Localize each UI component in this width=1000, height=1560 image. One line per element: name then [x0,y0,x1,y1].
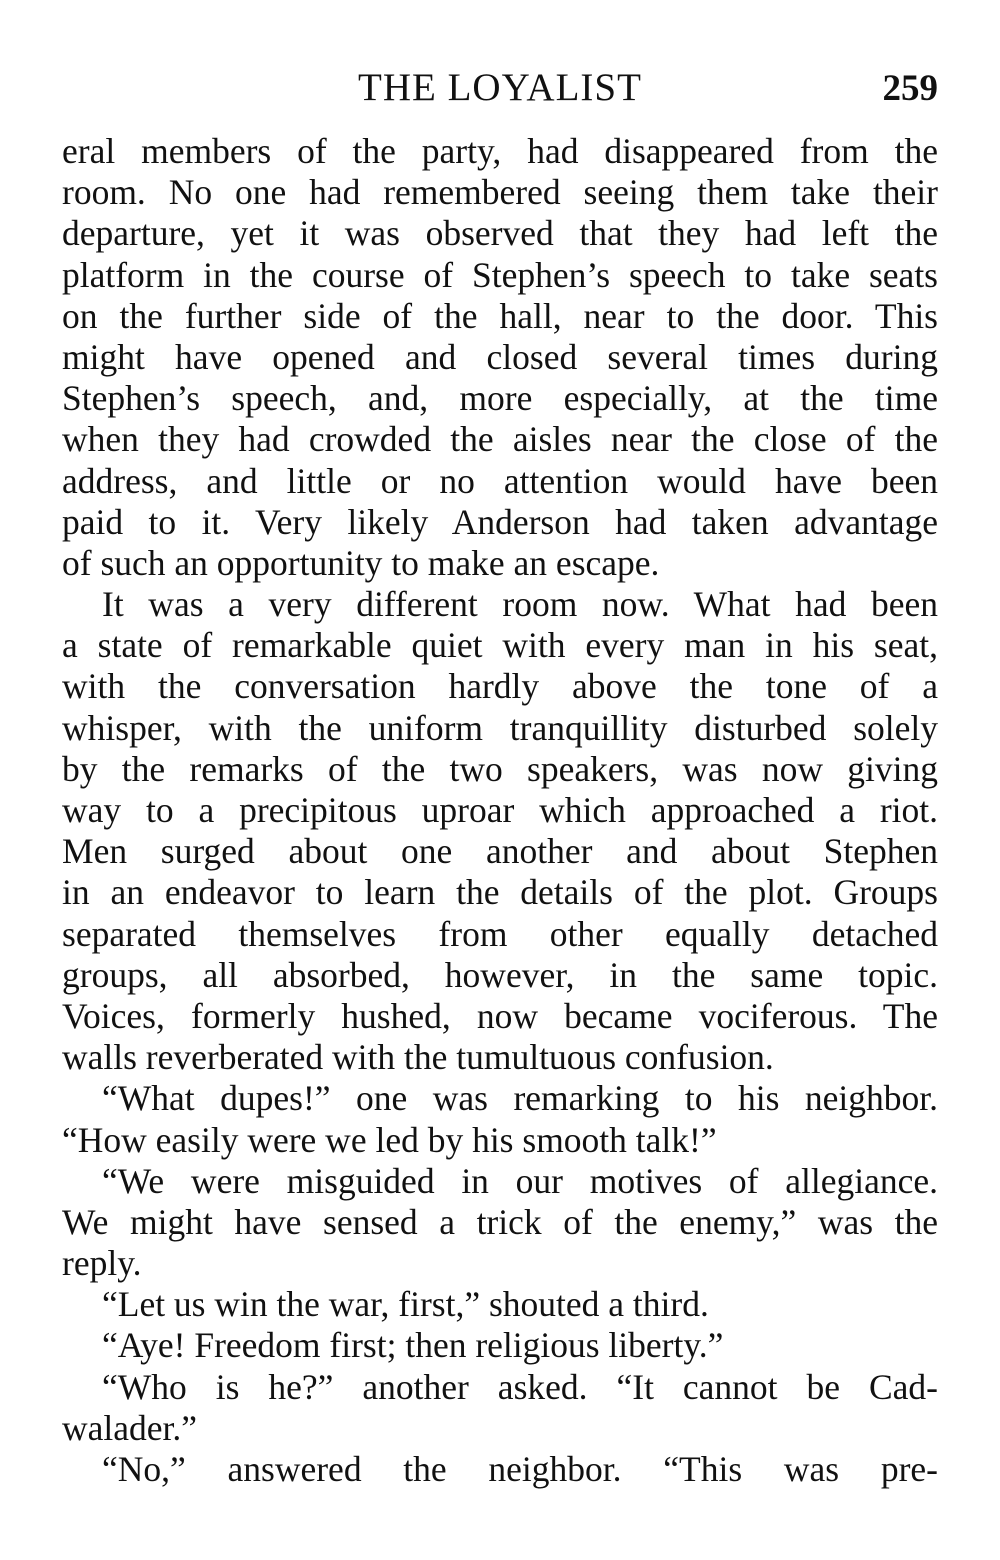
text-line: “Aye! Freedom first; then religious liberty.” [102,1325,724,1366]
text-line: on the further side of the hall, near to the door. This [62,295,938,336]
body-text [62,131,938,1490]
text-line: It was a very different room now. What had been [102,584,938,625]
text-line: in an endeavor to learn the details of the plot. Groups [62,872,938,913]
running-title: THE LOYALIST [358,66,642,109]
text-line: room. No one had remembered seeing them take their [62,172,938,213]
text-line: paid to it. Very likely Anderson had taken advantage [62,501,938,542]
text-line: a state of remarkable quiet with every man in his seat, [62,625,938,666]
text-line: groups, all absorbed, however, in the same topic. [62,954,938,995]
text-line: walls reverberated with the tumultuous confusion. [62,1037,774,1078]
text-line: platform in the course of Stephen’s speech to take seats [62,254,938,295]
text-line: “We were misguided in our motives of allegiance. [102,1160,938,1201]
text-line: Stephen’s speech, and, more especially, at the time [62,378,938,419]
text-line: separated themselves from other equally detached [62,913,938,954]
text-line: We might have sensed a trick of the enemy,” was the [62,1201,938,1242]
text-line: Voices, formerly hushed, now became vociferous. The [62,995,938,1036]
text-line: reply. [62,1243,142,1284]
text-line: walader.” [62,1407,198,1448]
text-line: might have opened and closed several times during [62,336,938,377]
text-line: “Let us win the war, first,” shouted a third. [102,1284,709,1325]
page-number: 259 [882,68,938,109]
text-line: “No,” answered the neighbor. “This was pre- [102,1449,938,1489]
text-line: “What dupes!” one was remarking to his neighbor. [102,1078,938,1119]
text-line: address, and little or no attention would have been [62,460,938,501]
text-line: when they had crowded the aisles near the close of the [62,419,938,460]
text-line: way to a precipitous uproar which approached a riot. [62,790,938,830]
text-line: Men surged about one another and about Stephen [62,831,938,872]
text-line: “Who is he?” another asked. “It cannot be Cad- [102,1366,938,1407]
text-line: departure, yet it was observed that they had left the [62,213,938,254]
running-head [62,64,938,112]
text-line: eral members of the party, had disappeared from the [62,131,938,171]
text-line: “How easily were we led by his smooth talk!” [62,1119,717,1160]
text-line: with the conversation hardly above the tone of a [62,666,938,707]
text-line: by the remarks of the two speakers, was now giving [62,748,938,789]
text-line: whisper, with the uniform tranquillity disturbed solely [62,707,938,748]
text-line: of such an opportunity to make an escape. [62,542,660,583]
